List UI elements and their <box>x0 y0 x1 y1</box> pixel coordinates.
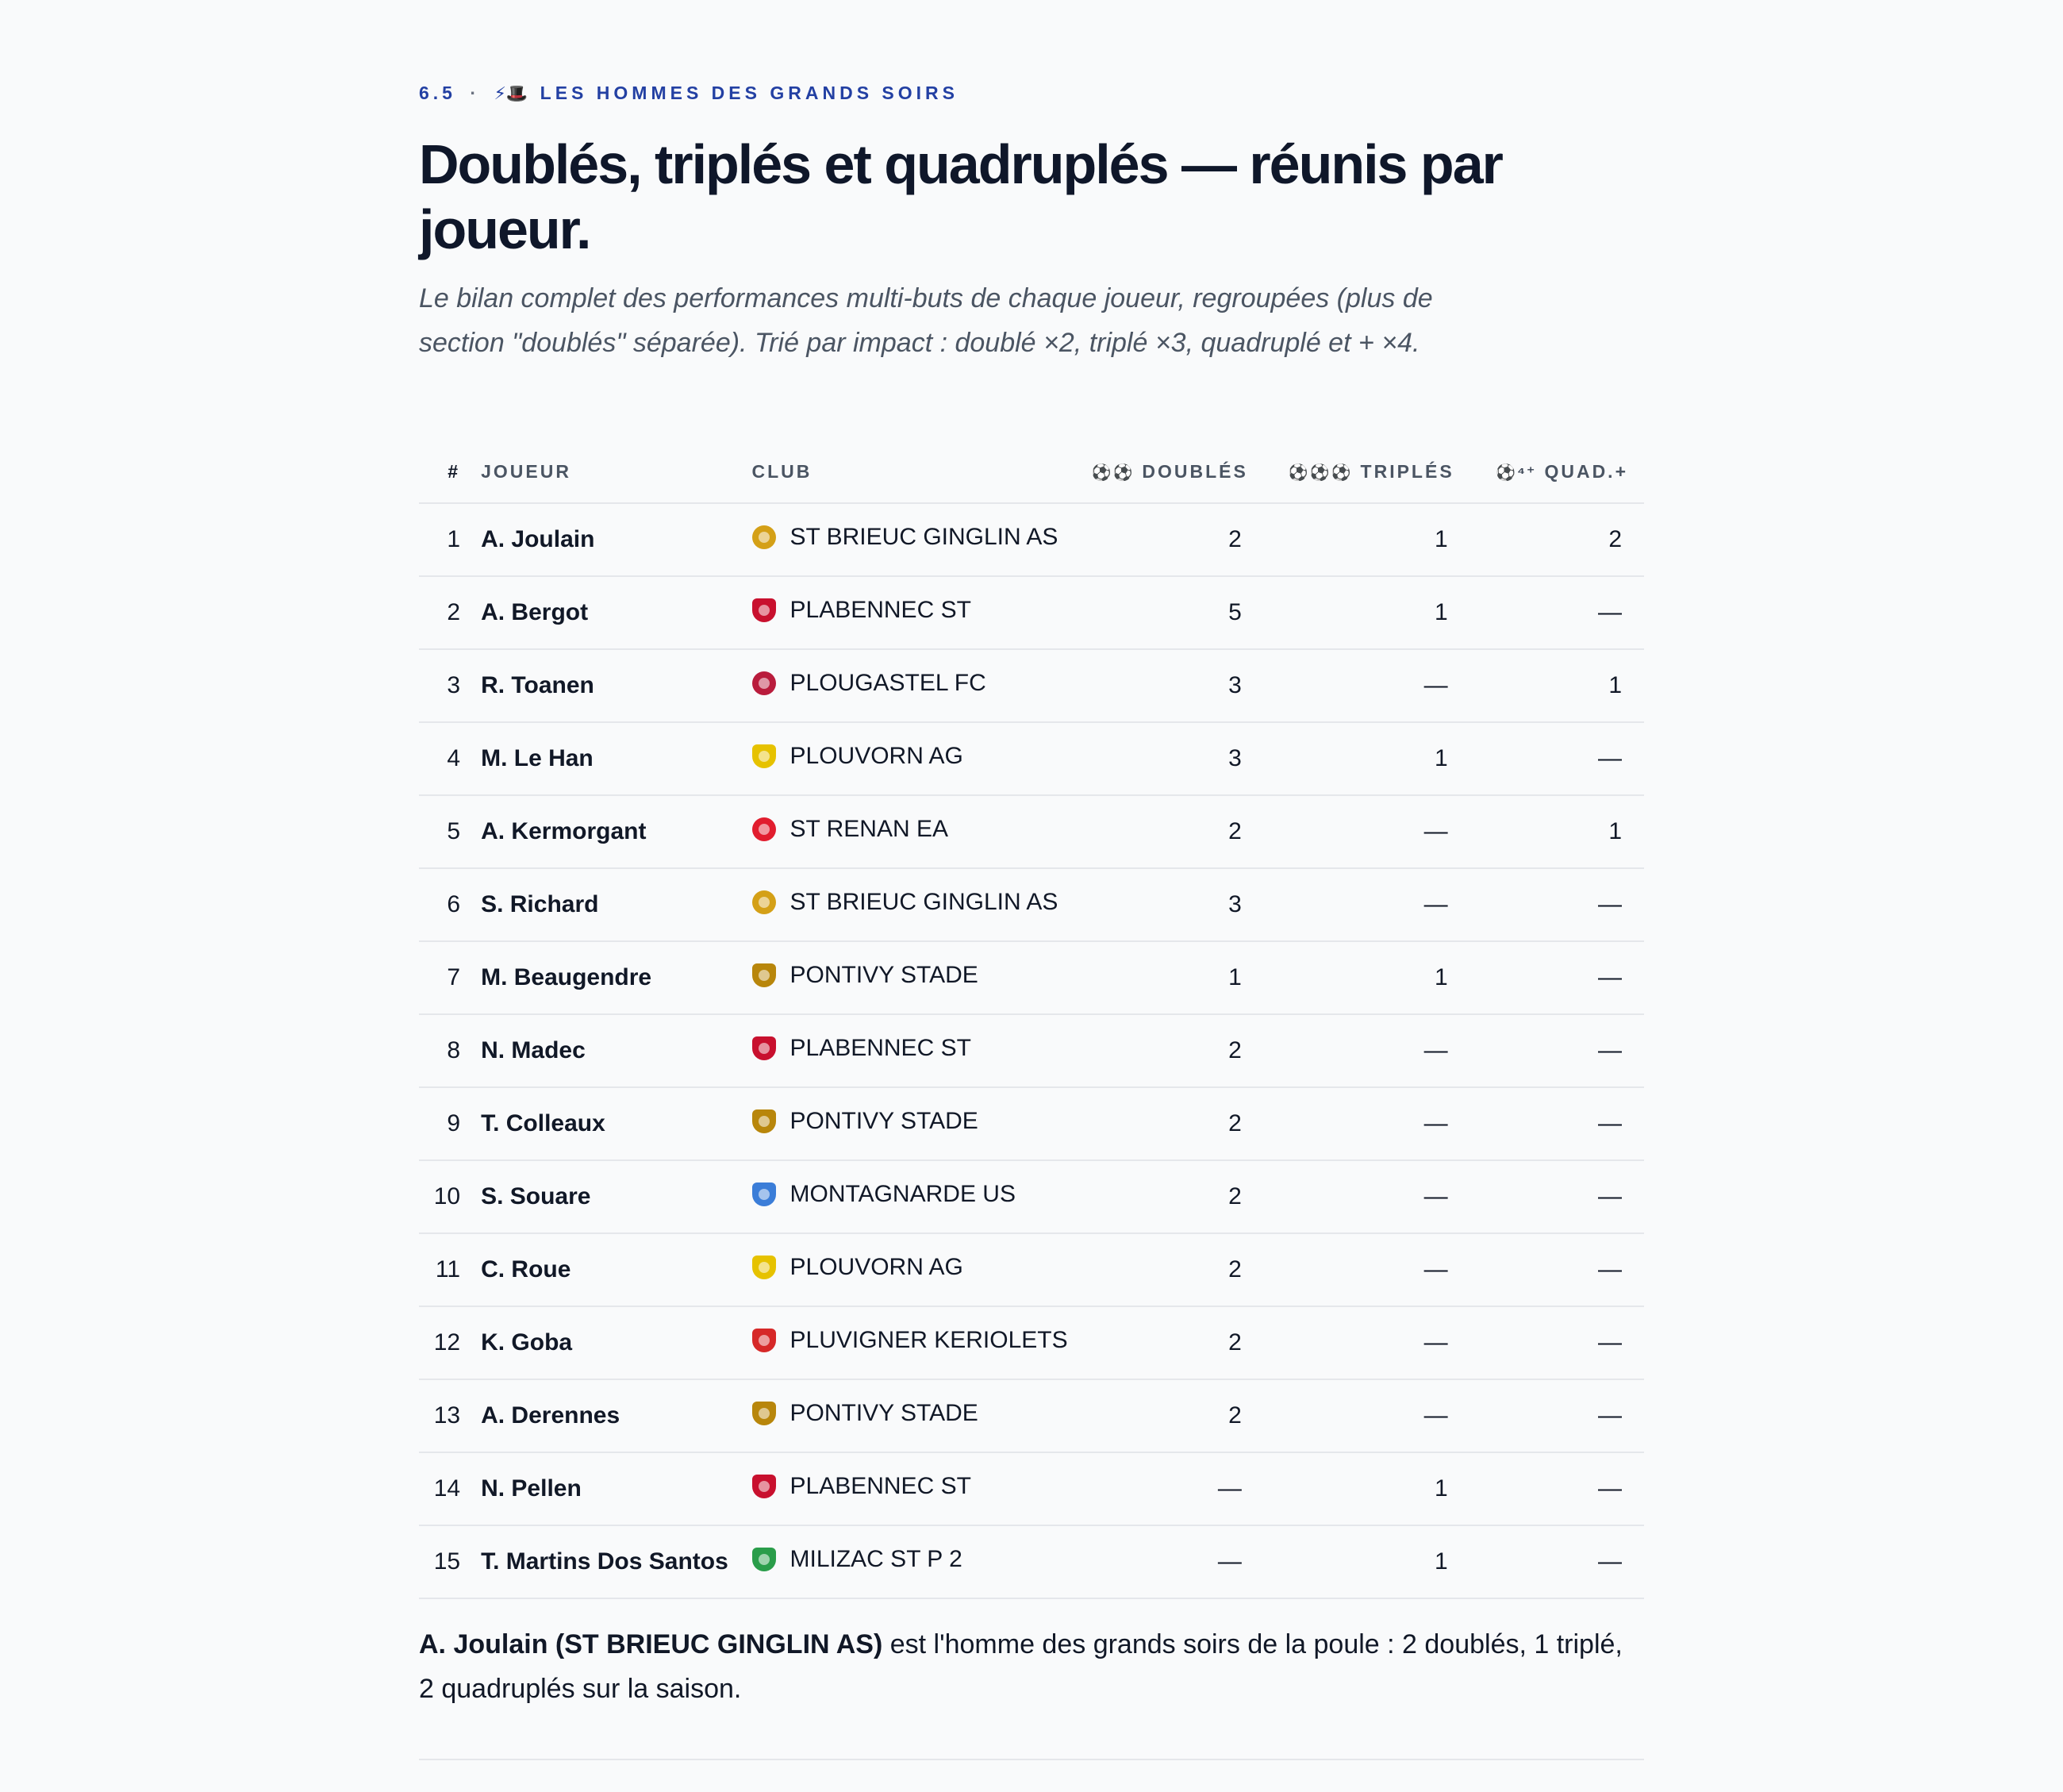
row-doubles: — <box>1069 1452 1264 1525</box>
row-player-name: S. Souare <box>481 1160 751 1233</box>
row-club <box>752 941 1069 1014</box>
club-crest-icon <box>752 1182 776 1206</box>
row-triples: 1 <box>1264 576 1470 649</box>
row-club <box>752 1379 1069 1452</box>
row-club-name: PONTIVY STADE <box>789 1108 978 1134</box>
row-doubles: 2 <box>1069 795 1264 868</box>
row-club-name: ST RENAN EA <box>789 816 948 842</box>
row-player-name: R. Toanen <box>481 649 751 722</box>
row-quads: — <box>1470 1452 1644 1525</box>
col-header-quads-label: QUAD.+ <box>1544 461 1628 482</box>
row-triples: — <box>1264 795 1470 868</box>
summary-body: est l'homme des grands soirs de la poule : 2 doublés, 1 triplé, 2 quadruplés sur la saison. <box>419 1629 1623 1704</box>
row-doubles: 2 <box>1069 1306 1264 1379</box>
row-quads: 1 <box>1470 795 1644 868</box>
row-club-name: PLABENNEC ST <box>789 1473 971 1499</box>
table-row <box>419 503 1644 576</box>
row-club <box>752 1087 1069 1160</box>
row-doubles: 3 <box>1069 649 1264 722</box>
row-rank: 10 <box>419 1160 481 1233</box>
row-club-name: PLUVIGNER KERIOLETS <box>789 1327 1068 1353</box>
summary-highlight: A. Joulain (ST BRIEUC GINGLIN AS) <box>419 1629 883 1659</box>
table-row <box>419 722 1644 795</box>
club-crest-icon <box>752 1109 776 1133</box>
row-rank: 12 <box>419 1306 481 1379</box>
row-club-name: PONTIVY STADE <box>789 962 978 988</box>
table-header-row <box>419 441 1644 503</box>
club-crest-icon <box>752 1548 776 1571</box>
two-balls-icon: ⚽⚽ <box>1091 464 1135 482</box>
club-crest-icon <box>752 525 776 549</box>
row-rank: 7 <box>419 941 481 1014</box>
row-player-name: C. Roue <box>481 1233 751 1306</box>
row-quads: — <box>1470 1379 1644 1452</box>
row-player-name: A. Derennes <box>481 1379 751 1452</box>
row-club-name: PLOUGASTEL FC <box>789 670 986 696</box>
page-title: Doublés, triplés et quadruplés — réunis par joueur. <box>419 133 1502 260</box>
row-quads: 2 <box>1470 503 1644 576</box>
club-crest-icon <box>752 890 776 914</box>
club-crest-icon <box>752 963 776 987</box>
club-crest-icon <box>752 1036 776 1060</box>
row-club-name: PLOUVORN AG <box>789 743 963 769</box>
row-triples: — <box>1264 1014 1470 1087</box>
row-club <box>752 576 1069 649</box>
row-triples: — <box>1264 1233 1470 1306</box>
row-club-name: ST BRIEUC GINGLIN AS <box>789 889 1058 915</box>
row-club <box>752 1306 1069 1379</box>
row-rank: 6 <box>419 868 481 941</box>
section-number: 6.5 <box>419 83 456 103</box>
row-triples: — <box>1264 1087 1470 1160</box>
row-player-name: A. Bergot <box>481 576 751 649</box>
table-row <box>419 1306 1644 1379</box>
row-doubles: 2 <box>1069 1160 1264 1233</box>
row-club <box>752 1014 1069 1087</box>
table-body <box>419 503 1644 1598</box>
row-doubles: 3 <box>1069 722 1264 795</box>
row-doubles: 2 <box>1069 1014 1264 1087</box>
col-header-doubles[interactable] <box>1069 441 1264 503</box>
row-doubles: 2 <box>1069 1087 1264 1160</box>
row-club-name: MILIZAC ST P 2 <box>789 1546 962 1572</box>
row-player-name: S. Richard <box>481 868 751 941</box>
row-quads: — <box>1470 941 1644 1014</box>
row-quads: — <box>1470 1525 1644 1598</box>
row-rank: 2 <box>419 576 481 649</box>
row-triples: 1 <box>1264 722 1470 795</box>
row-player-name: M. Le Han <box>481 722 751 795</box>
row-rank: 4 <box>419 722 481 795</box>
summary-text <box>419 1622 1644 1711</box>
row-doubles: 5 <box>1069 576 1264 649</box>
row-quads: — <box>1470 1160 1644 1233</box>
row-player-name: T. Colleaux <box>481 1087 751 1160</box>
row-quads: 1 <box>1470 649 1644 722</box>
row-club <box>752 795 1069 868</box>
row-club <box>752 503 1069 576</box>
row-club <box>752 649 1069 722</box>
row-triples: — <box>1264 868 1470 941</box>
table-row <box>419 649 1644 722</box>
club-crest-icon <box>752 671 776 695</box>
row-rank: 11 <box>419 1233 481 1306</box>
row-club-name: PLABENNEC ST <box>789 1035 971 1061</box>
row-quads: — <box>1470 576 1644 649</box>
row-doubles: 3 <box>1069 868 1264 941</box>
table-row <box>419 1014 1644 1087</box>
row-doubles: 2 <box>1069 1379 1264 1452</box>
multi-goal-table <box>419 441 1644 1599</box>
club-crest-icon <box>752 1402 776 1425</box>
row-club <box>752 1452 1069 1525</box>
row-club <box>752 1233 1069 1306</box>
table-row <box>419 1233 1644 1306</box>
row-rank: 1 <box>419 503 481 576</box>
row-club <box>752 868 1069 941</box>
row-rank: 8 <box>419 1014 481 1087</box>
lightning-tophat-icon: ⚡🎩 <box>494 83 528 103</box>
ball-four-plus-icon: ⚽⁴⁺ <box>1496 464 1537 482</box>
row-player-name: N. Pellen <box>481 1452 751 1525</box>
row-triples: 1 <box>1264 1452 1470 1525</box>
three-balls-icon: ⚽⚽⚽ <box>1288 464 1353 482</box>
table-row <box>419 576 1644 649</box>
table-row <box>419 941 1644 1014</box>
row-triples: 1 <box>1264 503 1470 576</box>
club-crest-icon <box>752 1329 776 1352</box>
row-club <box>752 1160 1069 1233</box>
row-rank: 3 <box>419 649 481 722</box>
row-club <box>752 722 1069 795</box>
row-quads: — <box>1470 868 1644 941</box>
row-doubles: — <box>1069 1525 1264 1598</box>
club-crest-icon <box>752 744 776 768</box>
row-quads: — <box>1470 722 1644 795</box>
club-crest-icon <box>752 1256 776 1279</box>
club-crest-icon <box>752 598 776 622</box>
table-row <box>419 1379 1644 1452</box>
row-triples: — <box>1264 1379 1470 1452</box>
row-triples: — <box>1264 1160 1470 1233</box>
row-rank: 15 <box>419 1525 481 1598</box>
row-club-name: ST BRIEUC GINGLIN AS <box>789 524 1058 550</box>
row-rank: 14 <box>419 1452 481 1525</box>
row-club-name: PLABENNEC ST <box>789 597 971 623</box>
table-row <box>419 1525 1644 1598</box>
col-header-rank[interactable]: # <box>419 441 481 503</box>
row-doubles: 1 <box>1069 941 1264 1014</box>
table-row <box>419 868 1644 941</box>
row-player-name: M. Beaugendre <box>481 941 751 1014</box>
row-quads: — <box>1470 1233 1644 1306</box>
row-doubles: 2 <box>1069 1233 1264 1306</box>
row-club-name: PONTIVY STADE <box>789 1400 978 1426</box>
table-row <box>419 1452 1644 1525</box>
table-row <box>419 1087 1644 1160</box>
kicker-separator: · <box>470 83 481 103</box>
row-rank: 5 <box>419 795 481 868</box>
col-header-quads[interactable] <box>1470 441 1644 503</box>
row-club <box>752 1525 1069 1598</box>
kicker-label: LES HOMMES DES GRANDS SOIRS <box>540 83 959 103</box>
section-kicker <box>419 83 959 104</box>
page-subtitle: Le bilan complet des performances multi-buts de chaque joueur, regroupées (plus de section "doublés" séparée). Trié par impact : doublé ×2, triplé ×3, quadruplé et + ×4. <box>419 283 1433 358</box>
row-rank: 9 <box>419 1087 481 1160</box>
col-header-doubles-label: DOUBLÉS <box>1142 461 1248 482</box>
row-triples: — <box>1264 1306 1470 1379</box>
bottom-divider <box>419 1759 1644 1760</box>
row-triples: — <box>1264 649 1470 722</box>
row-rank: 13 <box>419 1379 481 1452</box>
row-club-name: PLOUVORN AG <box>789 1254 963 1280</box>
row-club-name: MONTAGNARDE US <box>789 1181 1016 1207</box>
row-triples: 1 <box>1264 1525 1470 1598</box>
col-header-triples-label: TRIPLÉS <box>1360 461 1454 482</box>
row-quads: — <box>1470 1306 1644 1379</box>
row-player-name: T. Martins Dos Santos <box>481 1525 751 1598</box>
row-player-name: K. Goba <box>481 1306 751 1379</box>
row-player-name: N. Madec <box>481 1014 751 1087</box>
row-player-name: A. Kermorgant <box>481 795 751 868</box>
col-header-triples[interactable] <box>1264 441 1470 503</box>
row-quads: — <box>1470 1014 1644 1087</box>
table-row <box>419 795 1644 868</box>
club-crest-icon <box>752 1475 776 1498</box>
row-quads: — <box>1470 1087 1644 1160</box>
row-doubles: 2 <box>1069 503 1264 576</box>
col-header-player[interactable]: JOUEUR <box>481 441 751 503</box>
row-triples: 1 <box>1264 941 1470 1014</box>
club-crest-icon <box>752 817 776 841</box>
table-row <box>419 1160 1644 1233</box>
row-player-name: A. Joulain <box>481 503 751 576</box>
col-header-club[interactable]: CLUB <box>752 441 1069 503</box>
